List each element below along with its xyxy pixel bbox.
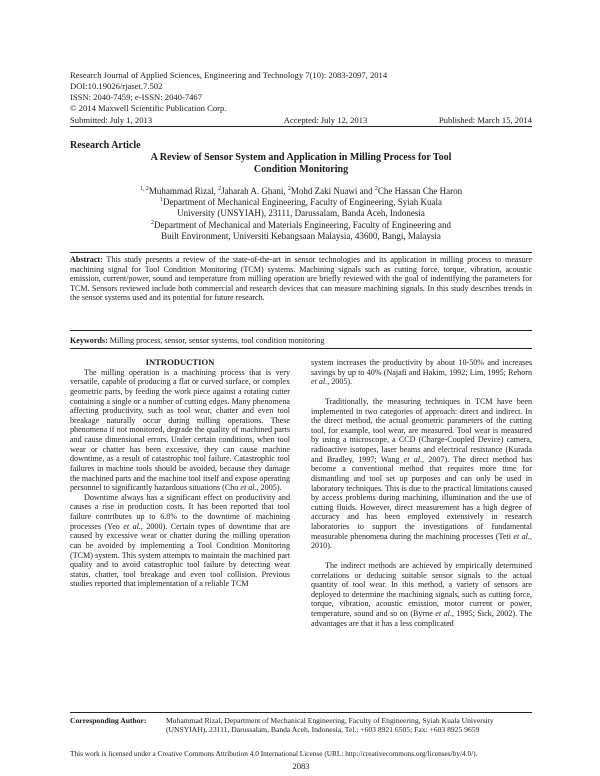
corresponding-author [70, 716, 532, 734]
paragraph-text: , 2000). Certain types of downtime that are caused by excessive wear or chatter during the milling operation can be avoided by implementing a Tool Condition Monitoring (TCM) system. This system attempts to maintain the machined part quality and to avoid catastrophic tool failure by detecting wear status, chatter, tool breakage and even tool collision. Previous studies reported that implementation of a reliable TCM [70, 521, 290, 589]
section-heading-introduction: INTRODUCTION [145, 357, 215, 367]
author-list [70, 186, 532, 197]
author-name: Mohd Zaki Nuawi and [290, 186, 375, 196]
affiliation-sup: 1 [160, 197, 164, 204]
accepted-date: Accepted: July 12, 2013 [283, 115, 368, 125]
title-line-2: Condition Monitoring [253, 164, 349, 175]
affiliation-2-line-2: Built Environment, Universiti Kebangsaan Malaysia, 43600, Bangi, Malaysia [161, 230, 441, 241]
corresponding-author-text: Muhammad Rizal, Department of Mechanical Engineering, Faculty of Engineering, Syiah Kuala University (UNSYIAH), 23111, Darussalam, Banda Aceh, Indonesia, Tel.: +603 8921 6505; Fax: +603 8925 9659 [166, 716, 494, 735]
paragraph-text: The indirect methods are achieved by empirically determined correlations or deducing suitable sensor signals to the actual quantity of tool wear. In this method, a variety of sensors are deployed to determine the machining signals, such as cutting force, torque, vibration, acoustic emission, motor current or power, temperature, sound and so on (Byrne [311, 560, 532, 618]
article-type: Research Article [70, 140, 141, 151]
affiliation-text: Department of Mechanical Engineering, Faculty of Engineering, Syiah Kuala [163, 197, 442, 208]
author-block [70, 186, 532, 242]
corresponding-author-label: Corresponding Author: [70, 716, 147, 725]
affiliation-2 [70, 220, 532, 231]
doi: DOI:10.19026/rjaset.7.502 [70, 81, 163, 91]
author-sup: 2 [287, 186, 291, 192]
paragraph [311, 561, 532, 628]
paragraph-text: , 2010). [311, 531, 532, 551]
abstract-label: Abstract: [70, 255, 103, 264]
paragraph [70, 493, 290, 589]
keywords-label: Keywords: [70, 336, 108, 345]
keywords [70, 336, 532, 346]
et-al: et al. [240, 483, 257, 493]
issn: ISSN: 2040-7459; e-ISSN: 2040-7467 [70, 92, 203, 102]
author-sup: 1, 2 [139, 186, 149, 192]
abstract [70, 255, 532, 303]
dates-row [70, 115, 532, 125]
affiliation-sup: 2 [151, 219, 155, 226]
et-al: et al. [513, 531, 530, 541]
et-al: et al. [435, 609, 452, 618]
author-name: Jaharah A. Ghani, [221, 186, 288, 196]
abstract-bottom-rule [70, 330, 532, 331]
page-number: 2083 [292, 761, 310, 771]
title-line-1: A Review of Sensor System and Application in Milling Process for Tool [150, 152, 452, 163]
published-date: Published: March 15, 2014 [438, 115, 532, 125]
paragraph [311, 358, 532, 387]
body-left-column [70, 358, 290, 589]
license-note: This work is licensed under a Creative Commons Attribution 4.0 International License (URL: http://creativecommons.org/licenses/by/4.0/). [70, 749, 478, 758]
paragraph [311, 397, 532, 551]
affiliation-1-line-2: University (UNSYIAH), 23111, Darussalam, Banda Aceh, Indonesia [177, 208, 425, 219]
et-al: et al. [123, 521, 141, 531]
abstract-text: This study presents a review of the state-of-the-art in sensor technologies and its application in milling process to measure machining signal for Tool Condition Monitoring (TCM) systems. Machining signals such as cutting force, torque, vibration, acoustic emission, current/power, sound and temperature from milling operation are briefly reviewed with the goal of indentifying the parameters for TCM. Sensors reviewed include both commercial and research devices that can measure machining signals. In this study describes trends in the sensor systems used and its potential for future research. [70, 255, 532, 303]
article-title [70, 152, 532, 176]
journal-citation: Research Journal of Applied Sciences, Engineering and Technology 7(10): 2083-2097, 2014 [70, 70, 388, 80]
et-al: et al. [311, 377, 328, 387]
paragraph-text: The milling operation is a machining process that is very versatile, capable of producing a flat or curved surface, or complex geometric parts, by feeding the work piece against a rotating cutter containing a single or a number of cutting edges. Many phenomena affecting productivity, such as tool wear, chatter and even tool breakage naturally occur during milling operations. These phenomena if not monitored, degrade the quality of machined parts and cause dimensional errors. Under certain conditions, when tool wear or chatter has been excessive, they can cause machine downtime, as a result of catastrophic tool failure. Catastrophic tool failures in machine tools should be avoided, because they damage the machined parts and the machine tool itself and expose operating personnel to significantly hazardous situations (Cho [70, 367, 290, 493]
author-name: Che Hassan Che Haron [377, 186, 463, 196]
submitted-date: Submitted: July 1, 2013 [70, 115, 153, 125]
author-name: Muhammad Rizal, [148, 186, 219, 196]
author-sup: 2 [374, 186, 378, 192]
copyright: © 2014 Maxwell Scientific Publication Corp. [70, 103, 227, 113]
body-right-column [311, 358, 532, 628]
paragraph-text: , 2005). [256, 483, 282, 493]
paragraph-text: Downtime always has a significant effect on productivity and causes a rise in production costs. It has been reported that tool failure contributes up to 6.8% to the downtime of machining processes (Yeo [70, 492, 290, 531]
paragraph-text: , 2007). The direct method has become a conventional method that requires more time for dismantling and tool set up purposes and can only be used in laboratory techniques. This is due to the practical limitations caused by access problems during machining, illumination and the use of cutting fluids. However, direct measurement has a high degree of accuracy and has been employed extensively in research laboratories to support the investigations of fundamental measurable phenomena during the machining processes (Teti [311, 454, 532, 541]
header-rule [70, 126, 532, 127]
paragraph-text: Traditionally, the measuring techniques in TCM have been implemented in two categories of approach: direct and indirect. In the direct method, the actual geometric parameters of the cutting tool, for example, tool wear, are measured. Tool wear is measured by using a microscope, a CCD (Charge-Coupled Device) camera, radioactive isotopes, laser beams and electrical resistance (Kurada and Bradley, 1997; Wang [311, 396, 532, 464]
keywords-text: Milling process, sensor, sensor systems, tool condition monitoring [107, 336, 325, 345]
affiliation-text: Department of Mechanical and Materials Engineering, Faculty of Engineering and [154, 219, 451, 230]
keywords-rule [70, 348, 532, 349]
footer-rule [70, 712, 532, 713]
author-sup: 2 [218, 186, 222, 192]
paragraph-text: , 2005). [327, 377, 353, 387]
affiliation-1 [70, 197, 532, 208]
et-al: et al. [403, 454, 423, 464]
paragraph-text: system increases the productivity by about 10-50% and increases savings by up to 40% (Najafi and Hakim, 1992; Lim, 1995; Rehorn [311, 358, 532, 377]
abstract-top-rule [70, 252, 532, 253]
paragraph-text: , 1995; Sick, 2002). The advantages are that it has a less complicated [311, 609, 533, 628]
paragraph [70, 368, 290, 493]
